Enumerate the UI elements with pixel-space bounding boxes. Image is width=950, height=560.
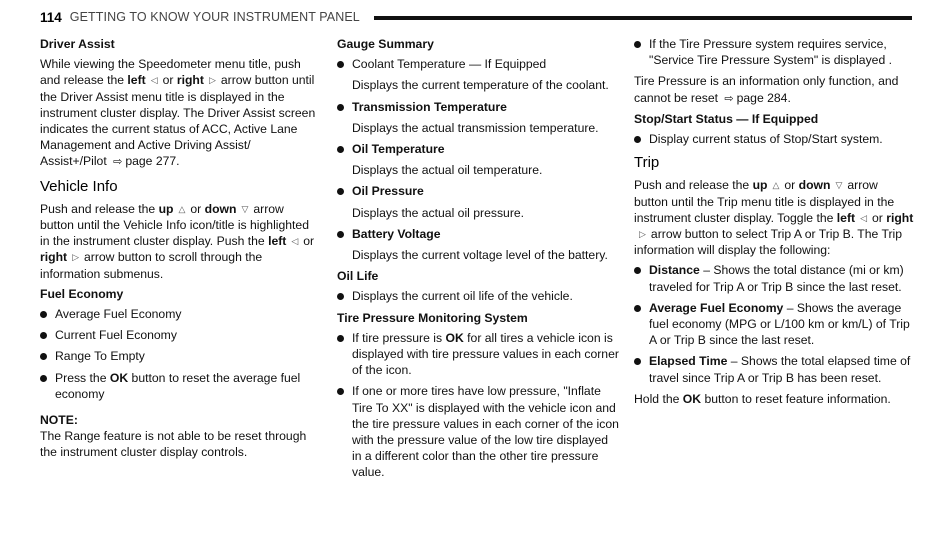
gauge-summary-heading: Gauge Summary [337, 37, 434, 51]
page-link[interactable]: page 277. [125, 154, 180, 169]
bullet-icon [337, 293, 344, 300]
oil-life-list [337, 288, 619, 304]
ok-label: OK [109, 370, 129, 385]
down-arrow-icon: ▽ [835, 180, 843, 191]
list-item [634, 36, 914, 68]
list-item [40, 348, 318, 364]
text: button to reset feature information. [704, 391, 891, 406]
tire-info-paragraph [634, 73, 914, 106]
tpms-list [337, 330, 619, 481]
up-arrow-icon: △ [178, 203, 186, 214]
trip-list [634, 262, 914, 385]
list-item [634, 131, 914, 147]
oilpress-desc: Displays the actual oil pressure. [352, 205, 525, 220]
list-item [337, 183, 619, 199]
bullet-icon [337, 61, 344, 68]
list-item [337, 226, 619, 242]
bullet-icon [337, 388, 344, 395]
hold-paragraph [634, 391, 914, 407]
list-item [337, 383, 619, 480]
header-rule [374, 16, 912, 20]
item-label: Oil Pressure [352, 184, 424, 199]
note-text: The Range feature is not able to be reset through the instrument cluster display controls. [40, 429, 307, 460]
right-arrow-icon: ▷ [72, 252, 79, 263]
fuel-economy-list [40, 306, 318, 402]
left-label: left [836, 210, 856, 225]
gauge-summary-list [337, 99, 619, 115]
text: arrow button to scroll through the information submenus. [40, 250, 263, 281]
text: While viewing the Speedometer menu title, push and release the [40, 57, 301, 88]
text: If tire pressure is [352, 330, 443, 345]
text: or [871, 210, 883, 225]
down-label: down [798, 178, 831, 193]
text: or [784, 178, 796, 193]
tpms-heading: Tire Pressure Monitoring System [337, 310, 528, 325]
down-label: down [204, 201, 237, 216]
bullet-icon [634, 41, 641, 48]
vehicle-info-heading: Vehicle Info [40, 177, 118, 195]
item-label: Oil Temperature [352, 142, 445, 157]
page-link[interactable]: page 284. [736, 90, 791, 105]
text: arrow button until the Trip menu title is displayed in the instrument cluster display. Toggle the [634, 178, 895, 225]
item-text: Current Fuel Economy [55, 328, 177, 343]
section-title: GETTING TO KNOW YOUR INSTRUMENT PANEL [69, 10, 360, 24]
list-item [634, 353, 914, 385]
text: or [190, 201, 202, 216]
item-text: Range To Empty [55, 349, 145, 364]
page-header [40, 6, 912, 28]
list-item [337, 288, 619, 304]
bullet-icon [40, 311, 47, 318]
ok-label: OK [682, 391, 702, 406]
ok-label: OK [445, 330, 464, 345]
list-item [40, 327, 318, 343]
text: Press the [55, 370, 107, 385]
bullet-icon [40, 332, 47, 339]
list-item [634, 300, 914, 349]
driver-assist-heading: Driver Assist [40, 37, 115, 51]
item-text: If one or more tires have low pressure, "Inflate Tire To XX" is displayed with the vehicle icon and the tire pressure values in each corner of the icon with the pressure value of the low tire displayed in a different color than the other tire pressure value. [352, 384, 619, 480]
bullet-icon [337, 104, 344, 111]
text: arrow button until the Vehicle Info icon/title is highlighted in the instrument cluster display. Push the [40, 201, 309, 249]
item-label: Average Fuel Economy [649, 300, 784, 315]
trans-desc: Displays the actual transmission temperature. [352, 120, 599, 135]
text: button to reset the average fuel economy [55, 370, 301, 401]
vehicle-info-paragraph [40, 201, 318, 282]
text: Push and release the [634, 178, 750, 193]
item-text: If the Tire Pressure system requires service, "Service Tire Pressure System" is displayed . [649, 37, 893, 68]
text: or [303, 234, 315, 249]
trip-paragraph [634, 177, 914, 258]
right-label: right [176, 73, 204, 88]
right-arrow-icon: ▷ [639, 229, 646, 240]
up-label: up [158, 201, 174, 216]
list-item [634, 262, 914, 294]
text: Tire Pressure is an information only function, and cannot be reset [634, 74, 899, 105]
text: Hold the [634, 391, 680, 406]
page-number: 114 [40, 9, 62, 25]
driver-assist-paragraph [40, 56, 318, 170]
gauge-summary-list [337, 141, 619, 157]
item-label: Elapsed Time [649, 354, 728, 369]
item-label: Coolant Temperature — If Equipped [352, 57, 547, 72]
note-label: NOTE: [40, 413, 78, 428]
list-item [337, 56, 619, 72]
bullet-icon [40, 353, 47, 360]
column-3 [634, 36, 914, 411]
right-arrow-icon: ▷ [208, 75, 216, 86]
coolant-desc: Displays the current temperature of the coolant. [352, 78, 609, 93]
list-item [337, 99, 619, 115]
left-arrow-icon: ◁ [860, 212, 867, 223]
up-label: up [752, 178, 768, 193]
down-arrow-icon: ▽ [241, 203, 249, 214]
right-label: right [40, 250, 68, 265]
right-label: right [886, 210, 914, 225]
text: or [162, 73, 174, 88]
text: arrow button to select Trip A or Trip B. The Trip information will display the following: [634, 227, 903, 258]
oiltemp-desc: Displays the actual oil temperature. [352, 163, 543, 178]
bullet-icon [634, 305, 641, 312]
bullet-icon [337, 188, 344, 195]
gauge-summary-list [337, 226, 619, 242]
bullet-icon [40, 375, 47, 382]
oil-life-heading: Oil Life [337, 269, 379, 284]
text: for all tires a vehicle icon is displayed with tire pressure values in each corner of the icon. [352, 330, 619, 378]
item-text: – Shows the total elapsed time of travel since Trip A or Trip B has been reset. [649, 354, 911, 385]
left-label: left [127, 73, 146, 88]
left-label: left [268, 234, 287, 249]
bullet-icon [337, 146, 344, 153]
item-text: Average Fuel Economy [55, 307, 182, 322]
item-text: – Shows the total distance (mi or km) traveled for Trip A or Trip B since the last reset. [649, 263, 904, 294]
gauge-summary-list [337, 183, 619, 199]
bullet-icon [337, 335, 344, 342]
bullet-icon [634, 358, 641, 365]
left-arrow-icon: ◁ [291, 236, 299, 247]
bullet-icon [634, 136, 641, 143]
up-arrow-icon: △ [772, 180, 780, 191]
stop-start-list [634, 131, 914, 147]
trip-heading: Trip [634, 154, 660, 172]
bullet-icon [337, 231, 344, 238]
text: Push and release the [40, 201, 156, 216]
list-item [337, 330, 619, 379]
bullet-icon [634, 267, 641, 274]
item-label: Battery Voltage [352, 226, 441, 241]
item-label: Transmission Temperature [352, 99, 507, 114]
left-arrow-icon: ◁ [150, 75, 158, 86]
item-text: – Shows the average fuel economy (MPG or L/100 km or km/L) of Trip A or Trip B since the last reset. [649, 300, 910, 348]
battery-desc: Displays the current voltage level of the battery. [352, 248, 608, 263]
fuel-economy-heading: Fuel Economy [40, 286, 124, 301]
tire-service-list [634, 36, 914, 68]
page-ref-icon: ⇨ [724, 92, 734, 105]
page-ref-icon: ⇨ [113, 156, 123, 169]
column-1 [40, 36, 318, 465]
item-label: Distance [649, 263, 700, 278]
item-text: Displays the current oil life of the vehicle. [352, 289, 573, 304]
list-item [337, 141, 619, 157]
list-item [40, 306, 318, 322]
text: arrow button until the Driver Assist menu title is displayed in the instrument cluster display. The Driver Assist screen indicates the current status of ACC, Active Lane Management and Active Driving Assist/ Assist+/Pilot [40, 73, 316, 169]
item-text: Display current status of Stop/Start system. [649, 132, 883, 147]
gauge-summary-list [337, 56, 619, 72]
list-item [40, 370, 318, 402]
stop-start-heading: Stop/Start Status — If Equipped [634, 111, 819, 126]
column-2 [337, 36, 619, 486]
